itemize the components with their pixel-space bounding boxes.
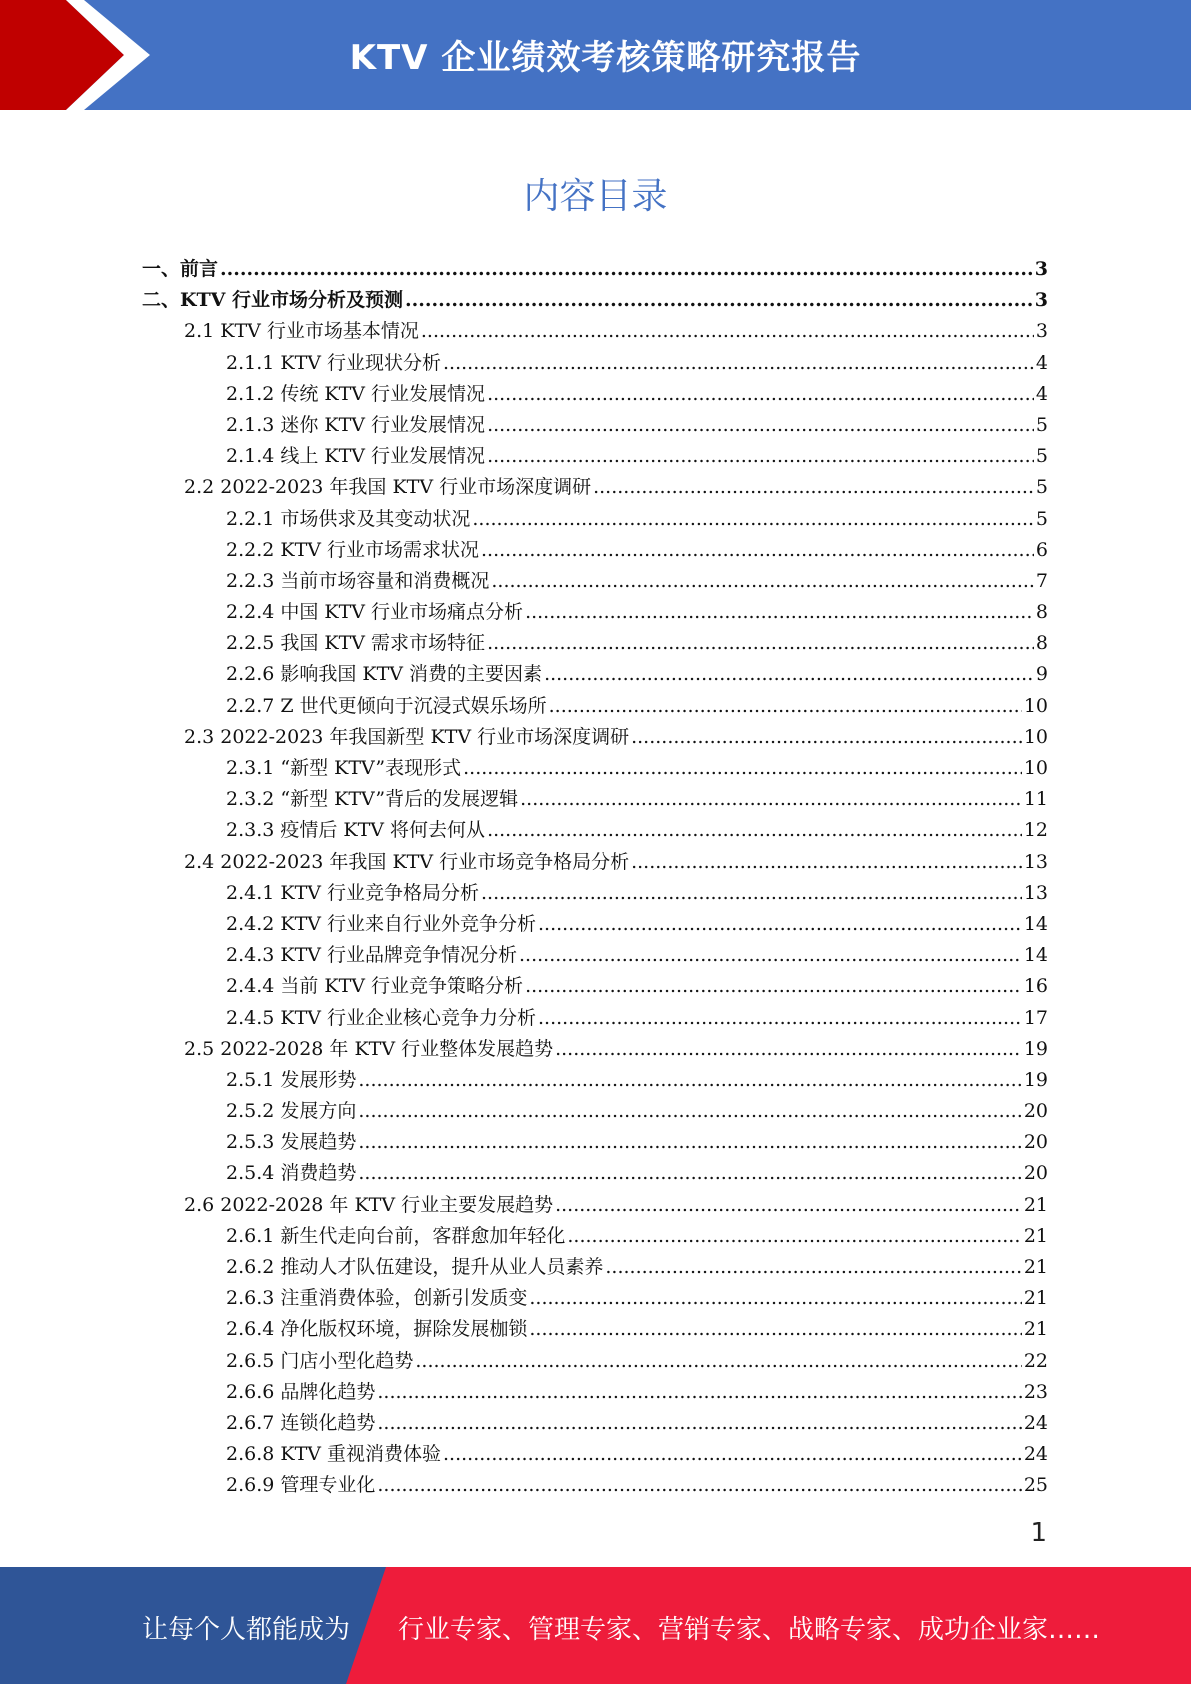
toc-dot-leader — [487, 441, 1034, 472]
toc-entry-page: 3 — [1034, 289, 1048, 312]
toc-entry[interactable] — [142, 1034, 1048, 1065]
toc-entry-label: 2.3.2 “新型 KTV”背后的发展逻辑 — [226, 788, 519, 811]
toc-entry[interactable] — [142, 1221, 1048, 1252]
toc-entry[interactable] — [142, 1408, 1048, 1439]
toc-entry-label: 2.2.3 当前市场容量和消费概况 — [226, 569, 490, 592]
toc-entry-label: 2.1 KTV 行业市场基本情况 — [184, 320, 419, 343]
toc-entry-page: 21 — [1023, 1193, 1048, 1216]
toc-dot-leader — [605, 1252, 1021, 1283]
toc-entry-label: 2.6.9 管理专业化 — [226, 1474, 376, 1497]
toc-dot-leader — [549, 691, 1022, 722]
toc-dot-leader — [421, 316, 1034, 347]
toc-entry[interactable] — [142, 628, 1048, 659]
toc-entry-label: 2.5.1 发展形势 — [226, 1068, 357, 1091]
toc-entry-label: 2.4.3 KTV 行业品牌竞争情况分析 — [226, 944, 518, 967]
toc-entry-label: 2.1.3 迷你 KTV 行业发展情况 — [226, 413, 486, 436]
toc-dot-leader — [415, 1346, 1021, 1377]
toc-entry-page: 21 — [1023, 1224, 1048, 1247]
toc-entry[interactable] — [142, 722, 1048, 753]
toc-entry[interactable] — [142, 379, 1048, 410]
toc-entry-page: 8 — [1035, 632, 1048, 655]
toc-entry-page: 5 — [1035, 476, 1048, 499]
toc-dot-leader — [358, 1158, 1021, 1189]
page-footer — [0, 1567, 1191, 1684]
toc-dot-leader — [529, 1283, 1021, 1314]
toc-entry-label: 2.2.1 市场供求及其变动状况 — [226, 507, 471, 530]
toc-entry[interactable] — [142, 316, 1048, 347]
toc-dot-leader — [487, 410, 1034, 441]
toc-entry[interactable] — [142, 940, 1048, 971]
toc-entry-label: 一、前言 — [142, 258, 219, 280]
toc-entry-page: 24 — [1023, 1411, 1048, 1434]
toc-dot-leader — [555, 1034, 1022, 1065]
toc-entry-label: 2.5 2022-2028 年 KTV 行业整体发展趋势 — [184, 1037, 554, 1060]
toc-entry-label: 2.3.3 疫情后 KTV 将何去何从 — [226, 819, 486, 842]
page-header — [0, 0, 1191, 110]
toc-dot-leader — [544, 659, 1034, 690]
toc-entry-page: 12 — [1023, 819, 1048, 842]
toc-entry-label: 2.6.6 品牌化趋势 — [226, 1380, 376, 1403]
toc-entry[interactable] — [142, 1190, 1048, 1221]
toc-entry-page: 9 — [1035, 663, 1048, 686]
toc-entry[interactable] — [142, 878, 1048, 909]
toc-entry-label: 2.1.2 传统 KTV 行业发展情况 — [226, 382, 486, 405]
toc-dot-leader — [377, 1408, 1021, 1439]
toc-entry[interactable] — [142, 348, 1048, 379]
toc-entry-label: 2.2.5 我国 KTV 需求市场特征 — [226, 632, 486, 655]
toc-entry[interactable] — [142, 254, 1048, 285]
page-number: 1 — [1030, 1518, 1047, 1548]
toc-entry-page: 21 — [1023, 1318, 1048, 1341]
toc-entry[interactable] — [142, 566, 1048, 597]
toc-dot-leader — [631, 722, 1022, 753]
toc-entry-page: 6 — [1035, 538, 1048, 561]
toc-entry-page: 3 — [1035, 320, 1048, 343]
toc-entry[interactable] — [142, 1003, 1048, 1034]
toc-entry-page: 16 — [1023, 975, 1048, 998]
toc-dot-leader — [481, 535, 1034, 566]
toc-entry-label: 2.4.2 KTV 行业来自行业外竞争分析 — [226, 912, 537, 935]
toc-entry-page: 14 — [1023, 912, 1048, 935]
toc-entry-page: 25 — [1023, 1474, 1048, 1497]
toc-entry-label: 2.6.1 新生代走向台前，客群愈加年轻化 — [226, 1224, 566, 1247]
toc-dot-leader — [358, 1127, 1021, 1158]
toc-dot-leader — [487, 379, 1034, 410]
toc-entry-page: 5 — [1035, 413, 1048, 436]
toc-entry[interactable] — [142, 815, 1048, 846]
toc-entry[interactable] — [142, 535, 1048, 566]
toc-entry[interactable] — [142, 285, 1048, 316]
toc-entry-label: 2.5.2 发展方向 — [226, 1100, 357, 1123]
toc-entry-label: 2.2.7 Z 世代更倾向于沉浸式娱乐场所 — [226, 694, 547, 717]
toc-entry-label: 2.3 2022-2023 年我国新型 KTV 行业市场深度调研 — [184, 725, 630, 748]
toc-entry-page: 19 — [1023, 1068, 1048, 1091]
footer-slogan-left: 让每个人都能成为 — [142, 1615, 351, 1645]
toc-entry-page: 14 — [1023, 944, 1048, 967]
toc-dot-leader — [443, 348, 1034, 379]
toc-entry-label: 2.2.2 KTV 行业市场需求状况 — [226, 538, 480, 561]
toc-entry-page: 8 — [1035, 601, 1048, 624]
toc-entry[interactable] — [142, 1470, 1048, 1501]
toc-entry-label: 2.2.4 中国 KTV 行业市场痛点分析 — [226, 601, 524, 624]
toc-entry-page: 13 — [1023, 850, 1048, 873]
toc-entry-page: 10 — [1023, 725, 1048, 748]
toc-entry-page: 4 — [1035, 382, 1048, 405]
toc-entry[interactable] — [142, 847, 1048, 878]
toc-dot-leader — [377, 1377, 1021, 1408]
toc-entry-page: 20 — [1023, 1162, 1048, 1185]
toc-entry-page: 20 — [1023, 1131, 1048, 1154]
toc-entry-label: 2.4.1 KTV 行业竞争格局分析 — [226, 881, 480, 904]
toc-entry-label: 2.6.3 注重消费体验，创新引发质变 — [226, 1287, 528, 1310]
toc-entry[interactable] — [142, 1346, 1048, 1377]
toc-dot-leader — [593, 472, 1034, 503]
toc-entry-label: 2.1.1 KTV 行业现状分析 — [226, 351, 442, 374]
toc-entry-label: 2.3.1 “新型 KTV”表现形式 — [226, 757, 462, 779]
toc-entry-label: 2.6.7 连锁化趋势 — [226, 1411, 376, 1434]
toc-entry[interactable] — [142, 410, 1048, 441]
toc-entry[interactable] — [142, 1439, 1048, 1470]
toc-entry-page: 24 — [1023, 1443, 1048, 1466]
toc-dot-leader — [481, 878, 1022, 909]
toc-entry[interactable] — [142, 1377, 1048, 1408]
toc-entry-page: 13 — [1023, 881, 1048, 904]
toc-dot-leader — [491, 566, 1034, 597]
toc-entry-page: 22 — [1023, 1349, 1048, 1372]
toc-entry-page: 4 — [1035, 351, 1048, 374]
toc-dot-leader — [567, 1221, 1021, 1252]
toc-entry-page: 3 — [1034, 258, 1048, 280]
toc-entry[interactable] — [142, 504, 1048, 535]
toc-entry-page: 5 — [1035, 507, 1048, 530]
toc-entry[interactable] — [142, 691, 1048, 722]
toc-entry-label: 2.6.5 门店小型化趋势 — [226, 1349, 414, 1372]
toc-entry-label: 二、KTV 行业市场分析及预测 — [142, 289, 404, 312]
toc-entry-page: 7 — [1035, 569, 1048, 592]
toc-entry-label: 2.6.2 推动人才队伍建设，提升从业人员素养 — [226, 1256, 604, 1278]
toc-dot-leader — [220, 254, 1033, 285]
toc-entry-page: 21 — [1023, 1287, 1048, 1310]
toc-dot-leader — [525, 597, 1034, 628]
toc-entry-label: 2.6.4 净化版权环境，摒除发展枷锁 — [226, 1318, 528, 1341]
toc-entry[interactable] — [142, 472, 1048, 503]
toc-dot-leader — [538, 1003, 1022, 1034]
toc-entry-label: 2.4.5 KTV 行业企业核心竞争力分析 — [226, 1006, 537, 1029]
toc-dot-leader — [487, 815, 1022, 846]
toc-entry-label: 2.5.3 发展趋势 — [226, 1131, 357, 1154]
toc-dot-leader — [358, 1065, 1021, 1096]
toc-entry[interactable] — [142, 441, 1048, 472]
toc-entry-label: 2.6.8 KTV 重视消费体验 — [226, 1443, 442, 1466]
toc-dot-leader — [405, 285, 1033, 316]
report-title: KTV 企业绩效考核策略研究报告 — [349, 38, 862, 78]
toc-dot-leader — [538, 909, 1022, 940]
toc-entry-page: 11 — [1023, 788, 1048, 811]
toc-entry[interactable] — [142, 784, 1048, 815]
toc-entry[interactable] — [142, 1252, 1048, 1283]
toc-dot-leader — [463, 753, 1022, 784]
toc-dot-leader — [519, 940, 1022, 971]
toc-entry-page: 10 — [1023, 757, 1048, 779]
toc-entry-label: 2.5.4 消费趋势 — [226, 1162, 357, 1185]
toc-entry-label: 2.1.4 线上 KTV 行业发展情况 — [226, 445, 486, 468]
toc-entry-page: 23 — [1023, 1380, 1048, 1403]
toc-entry-page: 5 — [1035, 445, 1048, 468]
table-of-contents — [142, 254, 1048, 1502]
toc-entry-page: 21 — [1023, 1256, 1048, 1278]
toc-heading: 内容目录 — [523, 176, 668, 217]
toc-entry-label: 2.2.6 影响我国 KTV 消费的主要因素 — [226, 663, 543, 686]
toc-dot-leader — [555, 1190, 1022, 1221]
toc-entry-label: 2.2 2022-2023 年我国 KTV 行业市场深度调研 — [184, 476, 592, 499]
toc-entry[interactable] — [142, 1096, 1048, 1127]
toc-entry-label: 2.6 2022-2028 年 KTV 行业主要发展趋势 — [184, 1193, 554, 1216]
toc-entry-page: 19 — [1023, 1037, 1048, 1060]
toc-entry[interactable] — [142, 597, 1048, 628]
footer-slogan-right: 行业专家、管理专家、营销专家、战略专家、成功企业家…… — [398, 1615, 1101, 1645]
toc-entry[interactable] — [142, 753, 1048, 784]
toc-entry-page: 10 — [1023, 694, 1048, 717]
toc-entry[interactable] — [142, 909, 1048, 940]
toc-entry[interactable] — [142, 1127, 1048, 1158]
toc-entry-label: 2.4.4 当前 KTV 行业竞争策略分析 — [226, 975, 524, 998]
toc-dot-leader — [520, 784, 1022, 815]
toc-dot-leader — [377, 1470, 1021, 1501]
toc-entry[interactable] — [142, 1283, 1048, 1314]
toc-dot-leader — [443, 1439, 1022, 1470]
toc-entry[interactable] — [142, 1314, 1048, 1345]
toc-entry[interactable] — [142, 971, 1048, 1002]
toc-dot-leader — [358, 1096, 1021, 1127]
toc-dot-leader — [525, 971, 1022, 1002]
toc-dot-leader — [487, 628, 1034, 659]
toc-entry-label: 2.4 2022-2023 年我国 KTV 行业市场竞争格局分析 — [184, 850, 630, 873]
toc-dot-leader — [631, 847, 1022, 878]
toc-dot-leader — [472, 504, 1034, 535]
toc-entry[interactable] — [142, 1065, 1048, 1096]
toc-entry-page: 20 — [1023, 1100, 1048, 1123]
toc-dot-leader — [529, 1314, 1021, 1345]
toc-entry-page: 17 — [1023, 1006, 1048, 1029]
toc-entry[interactable] — [142, 1158, 1048, 1189]
toc-entry[interactable] — [142, 659, 1048, 690]
